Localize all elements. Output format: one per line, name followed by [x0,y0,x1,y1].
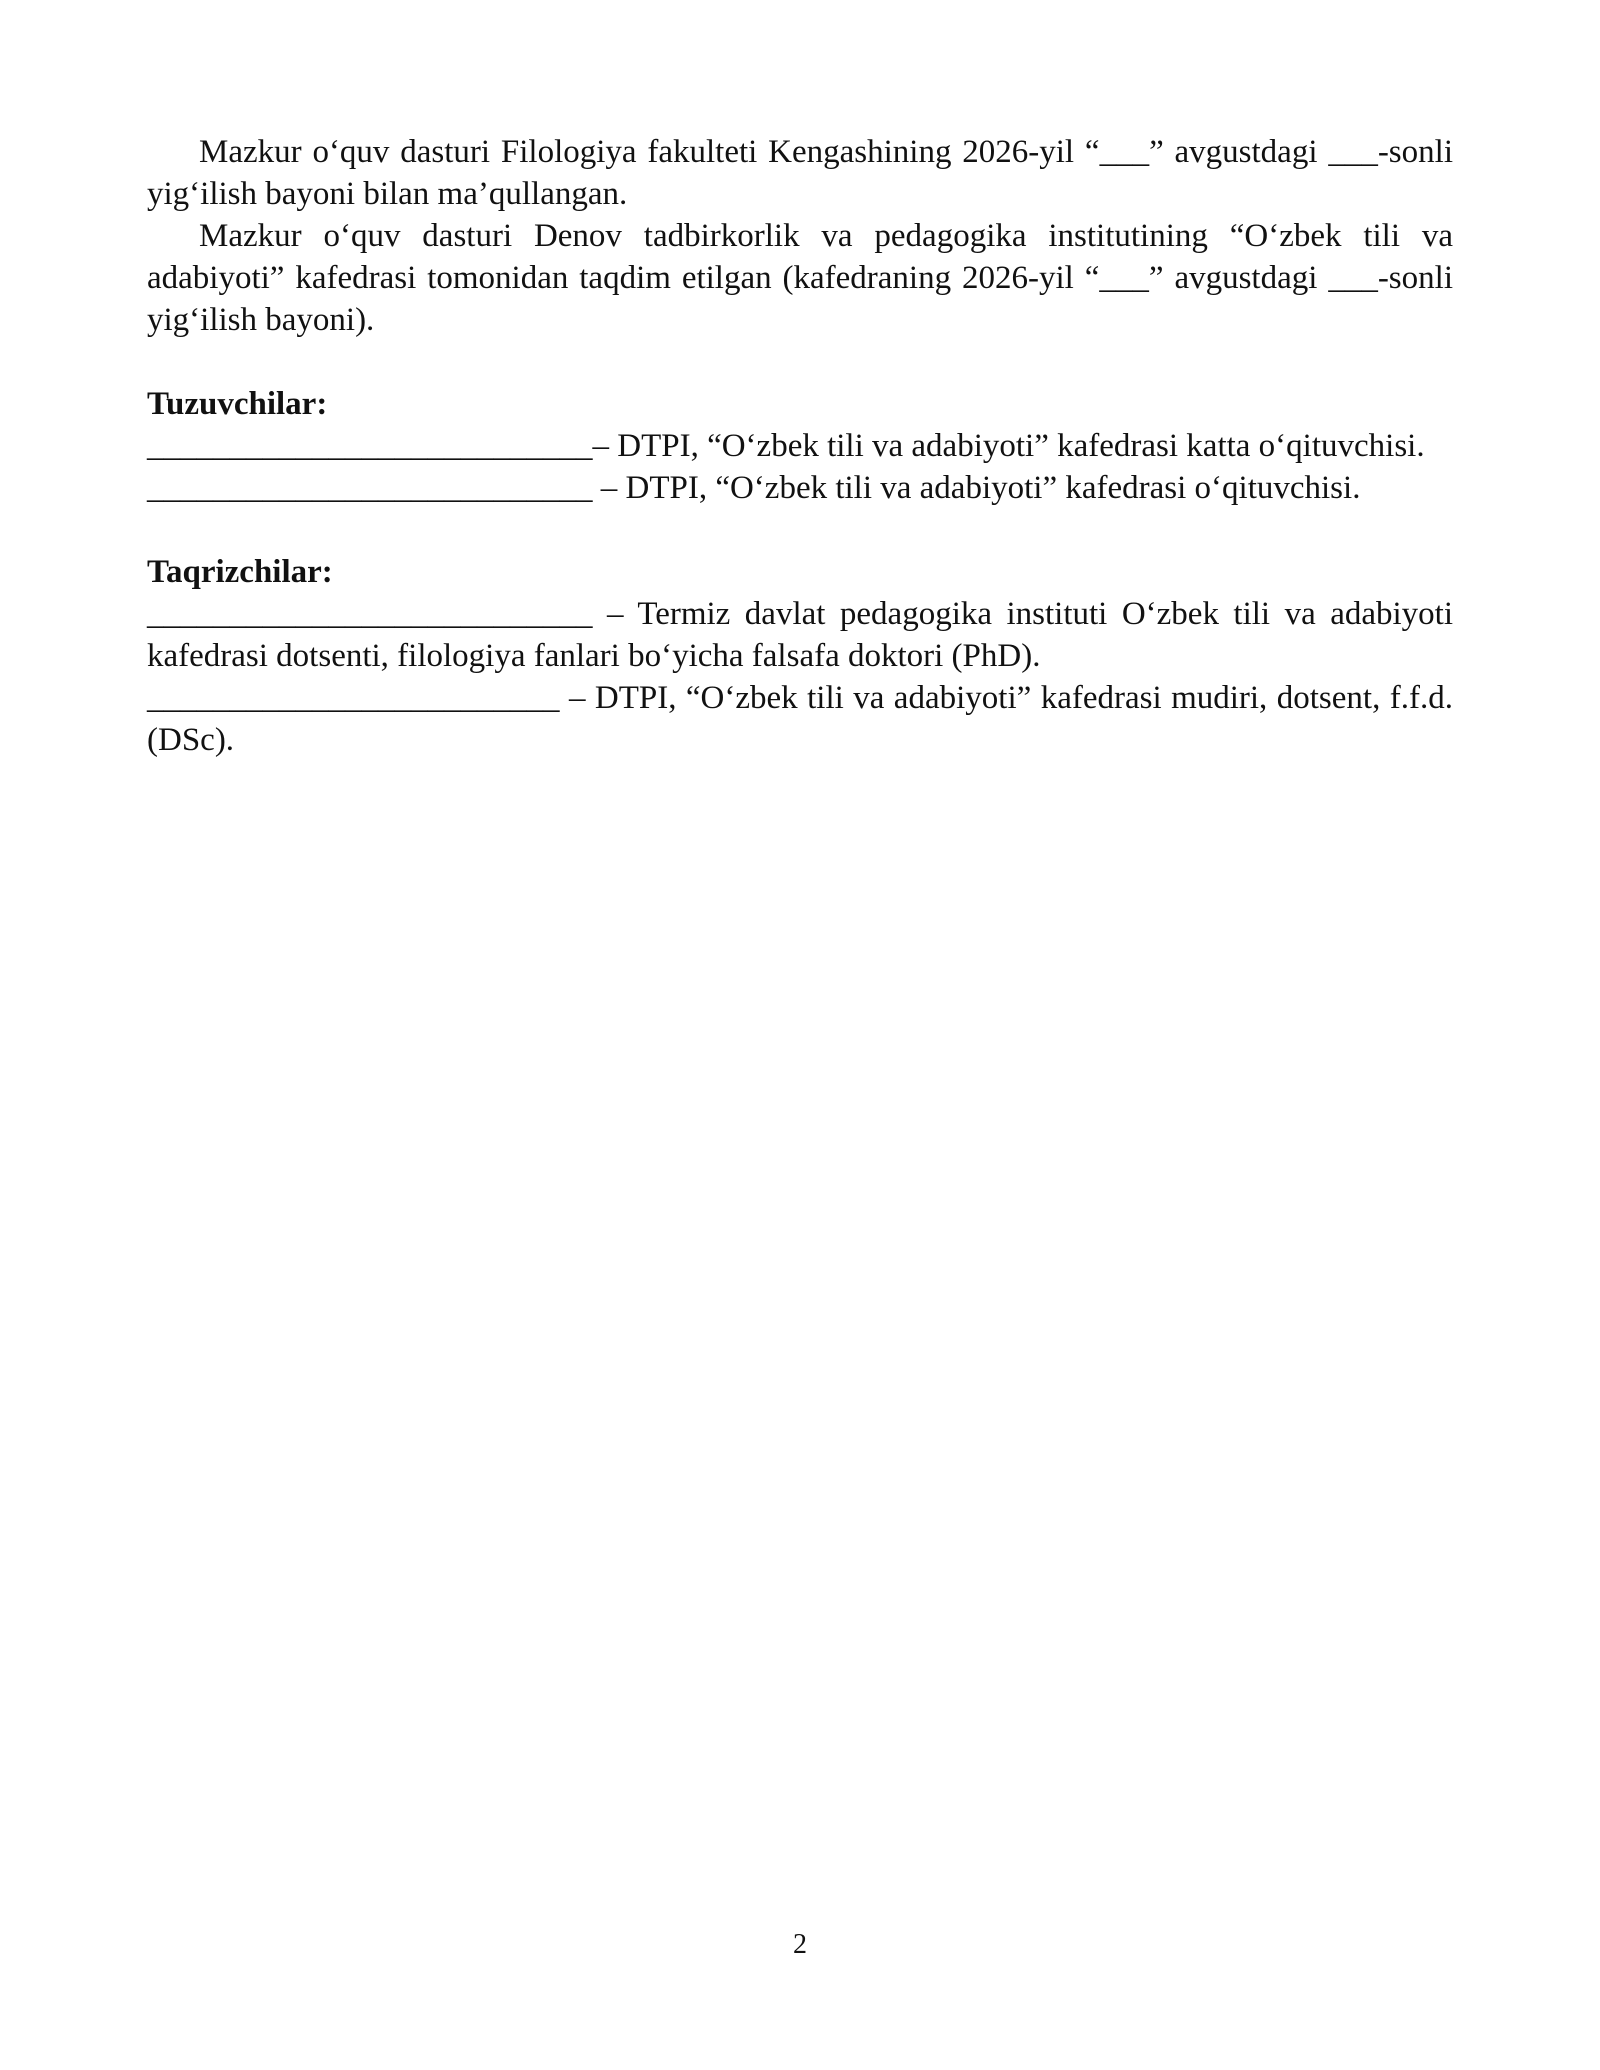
approval-paragraph-department: Mazkur o‘quv dasturi Denov tadbirkorlik va pedagogika institutining “O‘zbek tili va adabiyoti” kafedrasi tomonidan taqdim etilgan (kafedraning 2026-yil “___” avgustdagi ___-sonli yig‘ilish bayoni). [147,218,1453,338]
reviewer-entry-termiz: ___________________________ – Termiz davlat pedagogika instituti O‘zbek tili va adabiyoti kafedrasi dotsenti, filologiya fanlari bo‘yicha falsafa doktori (PhD). [147,596,1453,674]
authors-heading: Tuzuvchilar: [147,386,328,422]
approval-paragraph-faculty: Mazkur o‘quv dasturi Filologiya fakulteti Kengashining 2026-yil “___” avgustdagi ___-sonli yig‘ilish bayoni bilan ma’qullangan. [147,134,1453,212]
page-number: 2 [793,1929,807,1960]
author-entry-teacher: ___________________________ – DTPI, “O‘zbek tili va adabiyoti” kafedrasi o‘qituvchisi. [147,470,1361,506]
reviewers-heading: Taqrizchilar: [147,554,333,590]
reviewer-entry-dtpi-head: _________________________ – DTPI, “O‘zbek tili va adabiyoti” kafedrasi mudiri, dotsent, f.f.d. (DSc). [147,680,1453,758]
document-page [147,131,1453,761]
author-entry-senior-teacher: ___________________________– DTPI, “O‘zbek tili va adabiyoti” kafedrasi katta o‘qituvchisi. [147,428,1425,464]
